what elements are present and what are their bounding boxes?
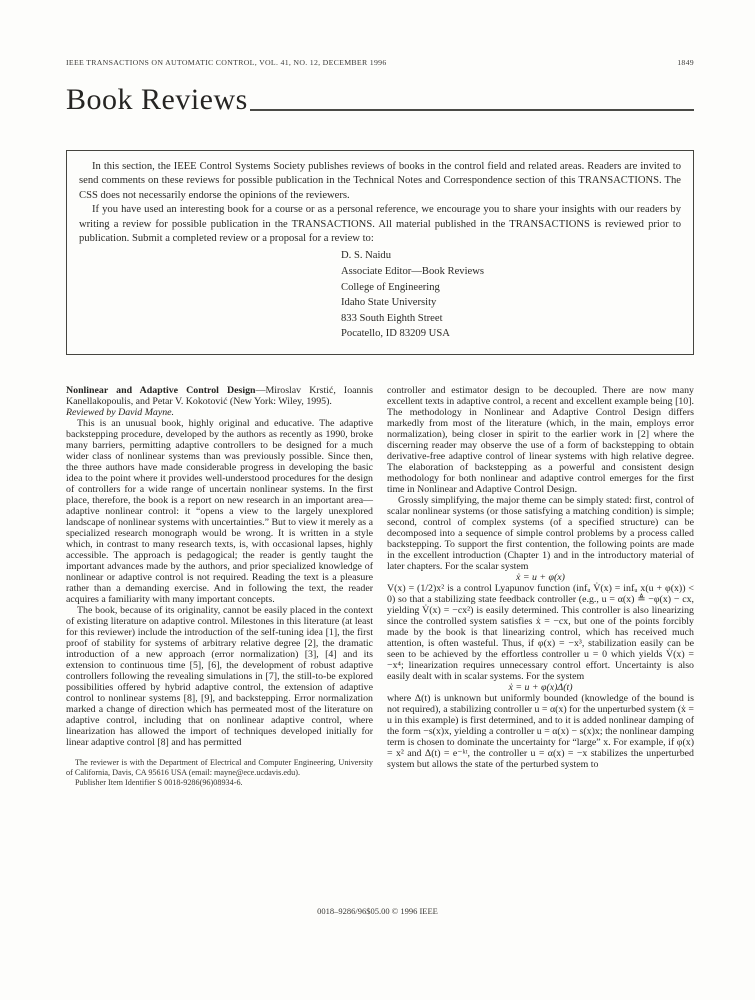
review-article (66, 385, 694, 787)
notice-paragraph-2: If you have used an interesting book for a course or as a personal reference, we encourage you to share your insights with our readers by writing a review for possible publication in the TRANSACTIONS. All material published in the TRANSACTIONS is reviewed prior to publication. Submit a completed review or a proposal for a review to: (79, 204, 681, 245)
address-line-role: Associate Editor—Book Reviews (341, 266, 484, 278)
book-title: Nonlinear and Adaptive Control Design (66, 385, 256, 396)
journal-citation: IEEE TRANSACTIONS ON AUTOMATIC CONTROL, VOL. 41, NO. 12, DECEMBER 1996 (66, 58, 387, 67)
book-authors: —Miroslav Krstić, Ioannis Kanellakopoulis, and Petar V. Kokotović (New York: Wiley, 1995). (66, 385, 373, 407)
address-line-university: Idaho State University (341, 297, 437, 309)
body-paragraph: The book, because of its originality, cannot be easily placed in the context of existing literature on adaptive control. Milestones in this literature (at least for this reviewer) include the introduction of the self-tuning idea [1], the first proof of stability for systems of arbitrary relative degree [2], the dramatic introduction of a new approach (error normalization) [3], [4] and its extension to continuous time [5], [6], the development of robust adaptive controllers following the revealing simulations in [7], the still-to-be explored possibilities offered by hybrid adaptive control, the extension of adaptive control to nonlinear systems [8], [9], and backstepping. Error normalization marked a change of direction which has permeated most of the literature on adaptive control, including that on nonlinear adaptive control, where linearization has allowed the import of techniques developed initially for linear adaptive control [8] and has permitted (66, 605, 373, 748)
section-title: Book Reviews (66, 83, 248, 116)
reviewer-credit: Reviewed by David Mayne. (66, 407, 175, 418)
reviewer-footnote (66, 758, 373, 787)
running-header (66, 58, 694, 67)
address-line-street: 833 South Eighth Street (341, 312, 443, 324)
left-column (66, 385, 373, 787)
body-paragraph: where Δ(t) is unknown but uniformly bounded (knowledge of the bound is not required), a stabilizing controller u = α(x) for the unperturbed system (ẋ = u in this example) is first determined, and to it is added nonlinear damping of the form −s(x)x, yielding a controller u = α(x) − s(x)x; the nonlinear damping term is chosen to dominate the uncertainty for “large” x. For example, if φ(x) = x² and Δ(t) = e⁻ᵏᵗ, the controller u = α(x) = −x stabilizes the unperturbed system but allows the state of the perturbed system to (387, 693, 694, 770)
book-heading (66, 385, 373, 418)
section-title-row (66, 83, 694, 116)
equation-perturbed-system: ẋ = u + φ(x)Δ(t) (508, 682, 573, 693)
address-line-city: Pocatello, ID 83209 USA (341, 328, 450, 340)
address-line-name: D. S. Naidu (341, 250, 392, 262)
editor-address (341, 248, 681, 342)
body-paragraph: This is an unusual book, highly original and educative. The adaptive backstepping procedure, developed by the authors as recently as 1990, broke many barriers, permitting adaptive controllers to be designed for a much wider class of nonlinear systems than was previously possible. Since then, the three authors have made considerable progress in developing the basic idea to the point where it provides well-understood procedures for the design of controllers for a wide range of uncertain nonlinear systems. In the first place, therefore, the book is a report on new research in an important area—adaptive nonlinear control: it “opens a view to the largely unexplored landscape of nonlinear systems with uncertainties.” But to view it merely as a specialized research monograph would be wrong. It is written in a style which, in contrast to many research texts, is, with occasional lapses, highly accessible. The approach is pedagogical; the reader is gently taught the important advances made by the authors, and prior specialized knowledge of nonlinear or adaptive control is not required. Reading the text is a pleasure rather than a demanding exercise. And in following the text, the reader acquires a familiarity with many important concepts. (66, 418, 373, 605)
right-column (387, 385, 694, 787)
title-rule (250, 109, 694, 111)
footnote-affiliation: The reviewer is with the Department of Electrical and Computer Engineering, University of California, Davis, CA 95616 USA (email: mayne@ece.ucdavis.edu). (66, 758, 373, 777)
copyright-footer: 0018–9286/96$05.00 © 1996 IEEE (317, 906, 438, 916)
equation-scalar-system: ẋ = u + φ(x) (516, 572, 565, 583)
notice-paragraph-1: In this section, the IEEE Control Systems Society publishes reviews of books in the control field and related areas. Readers are invited to send comments on these reviews for possible publication in the Technical Notes and Correspondence section of this TRANSACTIONS. The CSS does not necessarily endorse the opinions of the reviewers. (79, 161, 681, 201)
body-paragraph: Grossly simplifying, the major theme can be simply stated: first, control of scalar nonlinear systems (or those satisfying a matching condition) is simple; second, control of complex systems (of a specified structure) can be decomposed into a sequence of simple control problems by a process called backstepping. To support the first contention, the following points are made in the excellent introduction (Chapter 1) and in the introductory material of later chapters. For the scalar system (387, 495, 694, 572)
body-paragraph: controller and estimator design to be decoupled. There are now many excellent texts in adaptive control, a recent and excellent example being [10]. The methodology in Nonlinear and Adaptive Control Design differs markedly from most of the literature (which, in the main, employs error normalization), being closer in spirit to the earlier work in [2] where the discerning reader may observe the use of a form of backstepping to obtain derivative-free adaptive control of linear systems with high relative degree. The elaboration of backstepping as a powerful and consistent design methodology for both nonlinear and adaptive control emerges for the first time in Nonlinear and Adaptive Control Design. (387, 385, 694, 495)
publisher-item-identifier: Publisher Item Identifier S 0018-9286(96)08934-6. (75, 777, 243, 787)
editorial-notice-box (66, 150, 694, 355)
page-number: 1849 (677, 58, 694, 67)
body-paragraph: V(x) = (1/2)x² is a control Lyapunov function (infᵤ V̇(x) = infᵤ x(u + φ(x)) < 0) so that a stabilizing state feedback controller (e.g., u = α(x) ≜ −φ(x) − cx, yielding V̇(x) = −cx²) is easily determined. This controller is also linearizing since the controlled system satisfies ẋ = −cx, but one of the points forcibly made by the book is that linearizing control, which has received much attention, is often wasteful. Thus, if φ(x) = −x³, stabilization easily can be seen to be achieved by the effortless controller u = 0 which yields V̇(x) = −x⁴; linearization requires unnecessary control effort. Uncertainty is also easily dealt with in scalar systems. For the system (387, 583, 694, 682)
address-line-college: College of Engineering (341, 281, 440, 293)
